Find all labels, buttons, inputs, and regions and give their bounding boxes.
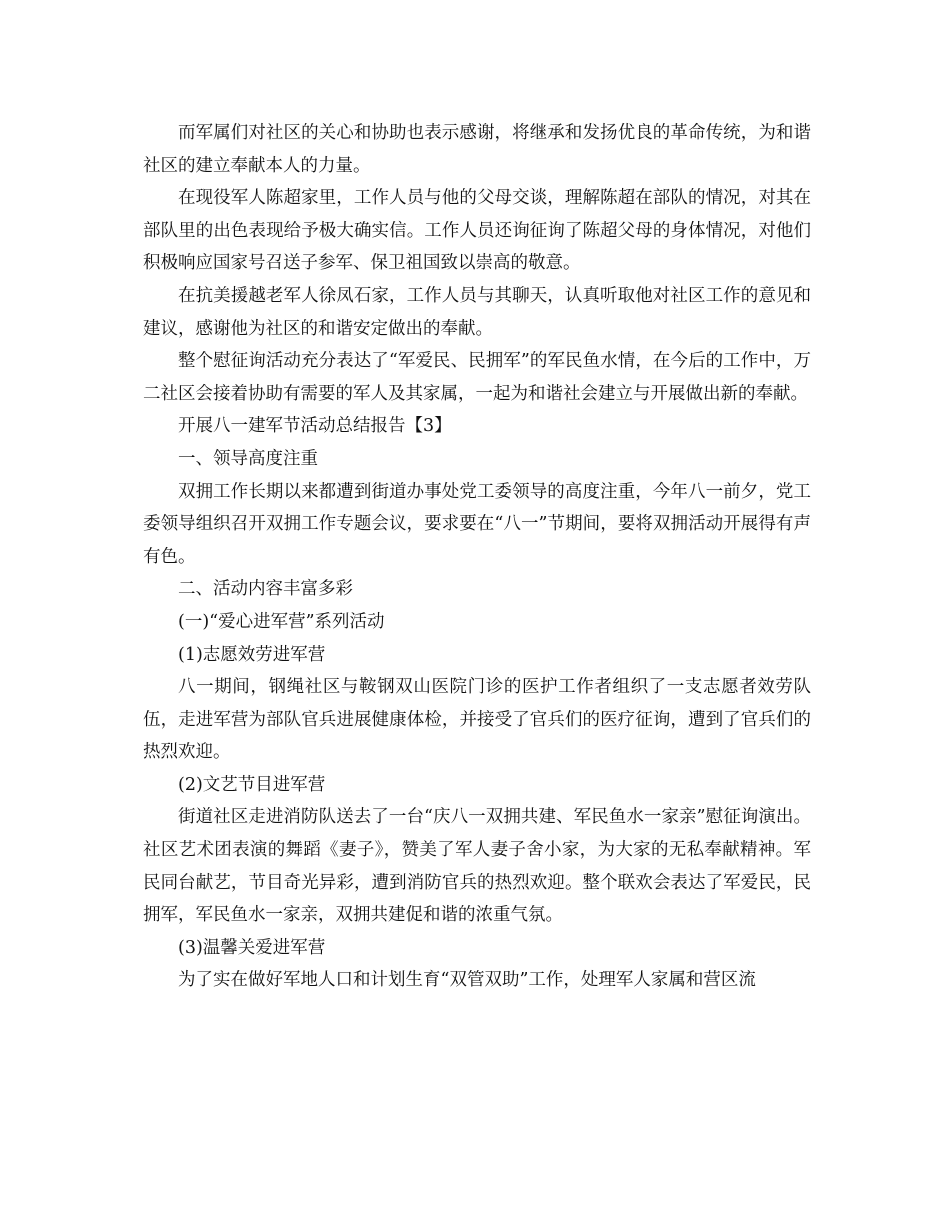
paragraph: 街道社区走进消防队送去了一台“庆八一双拥共建、军民鱼水一家亲”慰征询演出。社区艺术团表演的舞蹈《妻子》，赞美了军人妻子舍小家，为大家的无私奉献精神。军民同台献艺，节目奇光异彩，遭到消防官兵的热烈欢迎。整个联欢会表达了军爱民，民拥军，军民鱼水一家亲，双拥共建促和谐的浓重气氛。 xyxy=(143,807,811,926)
document-body xyxy=(143,117,811,997)
item-heading: (3)温馨关爱进军营 xyxy=(178,937,326,958)
paragraph: 为了实在做好军地人口和计划生育“双管双助”工作，处理军人家属和营区流 xyxy=(178,970,756,991)
item-heading: (2)文艺节目进军营 xyxy=(178,774,326,795)
section-heading: 一、领导高度注重 xyxy=(178,448,318,469)
paragraph: 在现役军人陈超家里，工作人员与他的父母交谈，理解陈超在部队的情况，对其在部队里的出色表现给予极大确实信。工作人员还询征询了陈超父母的身体情况，对他们积极响应国家号召送子参军、保卫祖国致以崇高的敬意。 xyxy=(143,188,811,274)
section-title: 开展八一建军节活动总结报告【3】 xyxy=(178,416,452,437)
paragraph: 整个慰征询活动充分表达了“军爱民、民拥军”的军民鱼水情，在今后的工作中，万二社区会接着协助有需要的军人及其家属，一起为和谐社会建立与开展做出新的奉献。 xyxy=(143,351,811,404)
subsection-heading: (一)“爱心进军营”系列活动 xyxy=(178,611,385,632)
paragraph: 而军属们对社区的关心和协助也表示感谢，将继承和发扬优良的革命传统，为和谐社区的建立奉献本人的力量。 xyxy=(143,123,811,176)
section-heading: 二、活动内容丰富多彩 xyxy=(178,579,353,600)
item-heading: (1)志愿效劳进军营 xyxy=(178,644,326,665)
paragraph: 在抗美援越老军人徐凤石家，工作人员与其聊天，认真听取他对社区工作的意见和建议，感谢他为社区的和谐安定做出的奉献。 xyxy=(143,285,811,339)
paragraph: 双拥工作长期以来都遭到街道办事处党工委领导的高度注重，今年八一前夕，党工委领导组织召开双拥工作专题会议，要求要在“八一”节期间，要将双拥活动开展得有声有色。 xyxy=(143,481,811,567)
paragraph: 八一期间，钢绳社区与鞍钢双山医院门诊的医护工作者组织了一支志愿者效劳队伍，走进军营为部队官兵进展健康体检，并接受了官兵们的医疗征询，遭到了官兵们的热烈欢迎。 xyxy=(143,677,811,763)
